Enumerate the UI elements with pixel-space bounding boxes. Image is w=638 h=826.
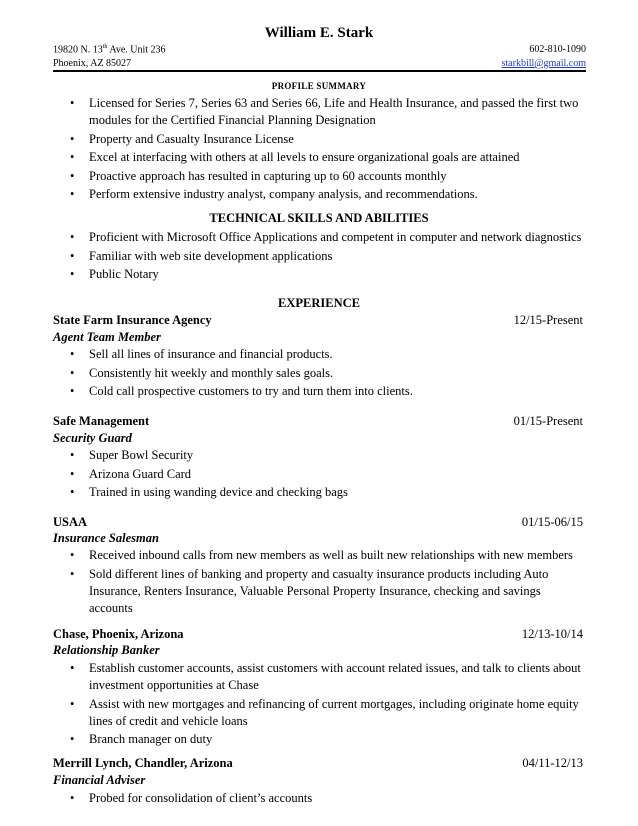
- job-title: Agent Team Member: [53, 330, 161, 344]
- list-item-text: Proficient with Microsoft Office Applications and competent in computer and network diagnostics: [89, 230, 582, 244]
- list-item: [53, 383, 586, 400]
- job-dates: 01/15-Present: [513, 414, 583, 428]
- list-item: [53, 168, 586, 185]
- list-item: [53, 346, 586, 363]
- address-ordinal-suffix: th: [102, 44, 108, 50]
- job-header: [53, 756, 583, 773]
- job-title: Security Guard: [53, 431, 132, 445]
- list-item-text: Probed for consolidation of client’s accounts: [89, 791, 313, 805]
- email-link[interactable]: starkbill@gmail.com: [501, 58, 586, 69]
- bullet-icon: •: [70, 150, 75, 164]
- bullet-icon: •: [70, 267, 75, 281]
- job-duties-list: [53, 790, 586, 809]
- list-item: [53, 466, 586, 483]
- technical-skills-list: [53, 229, 586, 285]
- list-item-text: Trained in using wanding device and checking bags: [89, 485, 348, 499]
- phone-number: 602-810-1090: [529, 44, 586, 55]
- list-item-text: Familiar with web site development applications: [89, 248, 333, 263]
- job-dates: 12/13-10/14: [521, 627, 583, 641]
- list-item: [53, 660, 586, 694]
- list-item: [53, 566, 586, 617]
- job-dates: 01/15-06/15: [521, 515, 583, 529]
- job-title: Insurance Salesman: [53, 531, 159, 545]
- list-item-text: Proactive approach has resulted in capturing up to 60 accounts monthly: [89, 168, 447, 183]
- company-name: USAA: [53, 515, 88, 529]
- bullet-icon: •: [70, 347, 75, 361]
- list-item: [53, 229, 586, 246]
- list-item: [53, 149, 586, 166]
- bullet-icon: •: [70, 131, 75, 146]
- company-name: Safe Management: [53, 414, 150, 428]
- list-item-text: Branch manager on duty: [89, 732, 213, 746]
- list-item: [53, 248, 586, 265]
- job-duties-list: [53, 660, 586, 750]
- job-duties-list: [53, 346, 586, 402]
- list-item-text: Excel at interfacing with others at all levels to ensure organizational goals are attained: [89, 150, 520, 164]
- list-item: [53, 447, 586, 464]
- technical-skills-heading: TECHNICAL SKILLS AND ABILITIES: [209, 211, 429, 225]
- bullet-icon: •: [70, 548, 75, 562]
- address-line-1: [53, 44, 166, 55]
- list-item-text: Property and Casualty Insurance License: [89, 131, 294, 146]
- list-item: [53, 731, 586, 748]
- list-item: [53, 131, 586, 148]
- list-item-text: Sell all lines of insurance and financial products.: [89, 347, 333, 361]
- list-item: [53, 547, 586, 564]
- list-item-text: Super Bowl Security: [89, 448, 194, 462]
- bullet-icon: •: [70, 485, 75, 499]
- bullet-icon: •: [70, 448, 75, 462]
- profile-summary-heading: PROFILE SUMMARY: [271, 81, 367, 91]
- list-item: [53, 790, 586, 807]
- list-item-text: Cold call prospective customers to try and turn them into clients.: [89, 384, 413, 398]
- bullet-icon: •: [70, 96, 75, 110]
- job-duties-list: [53, 447, 586, 503]
- bullet-icon: •: [70, 661, 75, 675]
- bullet-icon: •: [70, 187, 75, 201]
- job-header: [53, 515, 583, 532]
- bullet-icon: •: [70, 230, 75, 244]
- list-item: [53, 696, 586, 730]
- bullet-icon: •: [70, 466, 75, 481]
- list-item-text: Public Notary: [89, 267, 159, 281]
- list-item-text: Arizona Guard Card: [89, 466, 192, 481]
- company-name: Merrill Lynch, Chandler, Arizona: [53, 756, 233, 770]
- bullet-icon: •: [70, 791, 75, 805]
- job-dates: 12/15-Present: [513, 313, 583, 327]
- list-item: [53, 484, 586, 501]
- address-street-number: 19820 N. 13: [53, 44, 103, 56]
- job-dates: 04/11-12/13: [522, 756, 583, 770]
- list-item: [53, 266, 586, 283]
- candidate-name: William E. Stark: [264, 25, 374, 41]
- job-title: Relationship Banker: [53, 643, 160, 657]
- header-divider: [53, 70, 586, 72]
- job-header: [53, 313, 583, 330]
- list-item-text: Received inbound calls from new members as well as built new relationships with new members: [89, 548, 573, 562]
- bullet-icon: •: [70, 566, 75, 581]
- profile-summary-list: [53, 95, 586, 205]
- address-line-2: Phoenix, AZ 85027: [53, 58, 132, 69]
- job-header: [53, 627, 583, 644]
- job-header: [53, 414, 583, 431]
- list-item-text: Assist with new mortgages and refinancing of current mortgages, including originate home equity lines of credit and vehicle loans: [89, 696, 579, 728]
- bullet-icon: •: [70, 696, 75, 711]
- company-name: Chase, Phoenix, Arizona: [53, 627, 184, 641]
- job-title: Financial Adviser: [53, 773, 146, 787]
- list-item-text: Licensed for Series 7, Series 63 and Series 66, Life and Health Insurance, and passed the first two modules for the Certified Financial Planning Designation: [89, 96, 579, 127]
- list-item: [53, 365, 586, 382]
- bullet-icon: •: [70, 732, 75, 746]
- bullet-icon: •: [70, 168, 75, 183]
- bullet-icon: •: [70, 248, 75, 263]
- list-item-text: Consistently hit weekly and monthly sales goals.: [89, 365, 334, 380]
- bullet-icon: •: [70, 384, 75, 398]
- list-item: [53, 186, 586, 203]
- job-duties-list: [53, 547, 586, 618]
- list-item: [53, 95, 586, 129]
- bullet-icon: •: [70, 365, 75, 380]
- list-item-text: Sold different lines of banking and property and casualty insurance products including Auto Insurance, Renters Insurance, Valuable Personal Property Insurance, checking and savings accounts: [89, 566, 549, 615]
- list-item-text: Establish customer accounts, assist customers with account related issues, and talk to clients about investment opportunities at Chase: [89, 661, 581, 692]
- list-item-text: Perform extensive industry analyst, company analysis, and recommendations.: [89, 187, 478, 201]
- company-name: State Farm Insurance Agency: [53, 313, 212, 327]
- address-street-name: Ave. Unit 236: [107, 44, 166, 56]
- experience-heading: EXPERIENCE: [278, 296, 360, 310]
